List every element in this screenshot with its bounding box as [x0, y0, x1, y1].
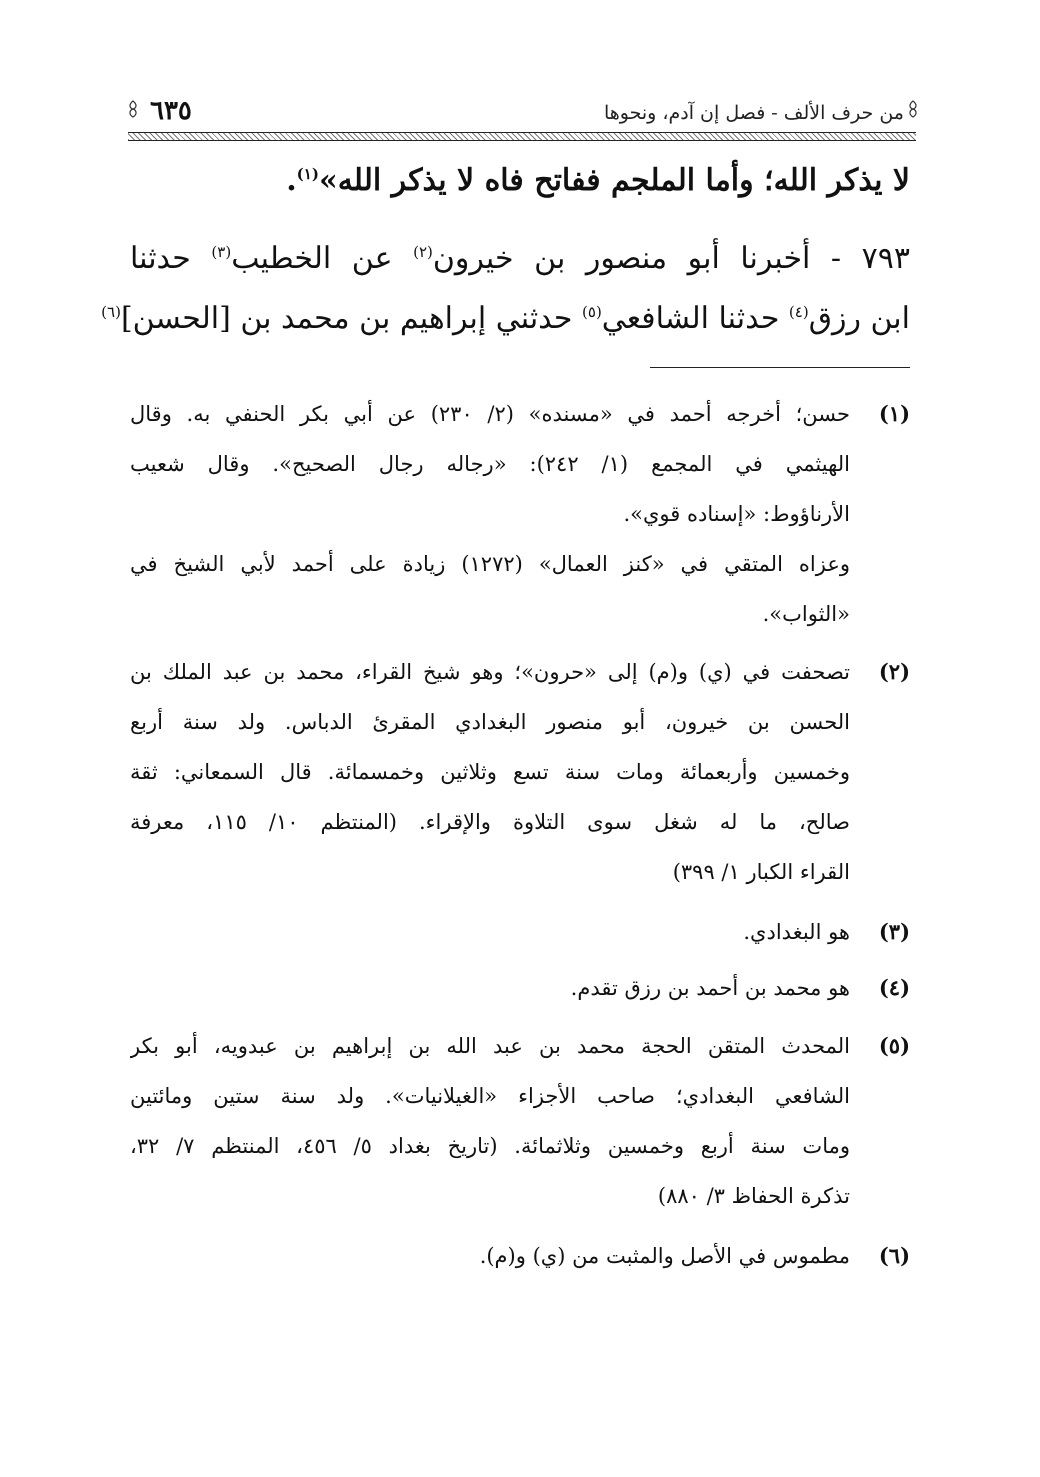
footnote-line: المحدث المتقن الحجة محمد بن عبد الله بن إبراهيم بن عبدويه، أبو بكر: [130, 1034, 850, 1058]
footnote-line: القراء الكبار ١/ ٣٩٩): [672, 860, 850, 884]
page-header: [128, 92, 916, 142]
footnote-number: (١): [878, 401, 910, 426]
main-text-run: .: [286, 163, 297, 198]
footnote-number: (٦): [878, 1243, 910, 1268]
running-title: من حرف الألف - فصل إن آدم، ونحوها: [603, 102, 904, 124]
footnote-ref: (٦): [101, 303, 121, 321]
footnote-ref: (١): [296, 165, 319, 183]
main-line: [130, 240, 910, 278]
ornament-icon: [124, 100, 142, 118]
footnote-line: وخمسين وأربعمائة ومات سنة تسع وثلاثين وخمسمائة. قال السمعاني: ثقة: [130, 760, 850, 784]
main-text-run: ٧٩٣ - أخبرنا أبو منصور بن خيرون: [432, 241, 910, 276]
main-text-run: ابن رزق: [808, 301, 910, 336]
footnote-ref: (٥): [582, 303, 602, 321]
main-text-run: لا يذكر الله؛ وأما الملجم ففاتح فاه لا يذكر الله»: [318, 163, 910, 198]
footnote-line: هو البغدادي.: [743, 920, 850, 944]
footnote-separator: [650, 367, 910, 368]
main-line: [101, 300, 910, 338]
footnote-line: تذكرة الحفاظ ٣/ ٨٨٠): [657, 1184, 850, 1208]
main-line: [286, 162, 910, 200]
footnote-ref: (٤): [788, 303, 809, 321]
footnote-line: «الثواب».: [762, 602, 850, 626]
footnote-line: مطموس في الأصل والمثبت من (ي) و(م).: [479, 1244, 850, 1268]
footnote-line: تصحفت في (ي) و(م) إلى «حرون»؛ وهو شيخ القراء، محمد بن عبد الملك بن: [130, 660, 850, 684]
main-text-run: حدثنا الشافعي: [601, 301, 789, 336]
footnote-line: هو محمد بن أحمد بن رزق تقدم.: [570, 976, 850, 1000]
footnote-number: (٥): [878, 1033, 910, 1058]
footnote-line: الشافعي البغدادي؛ صاحب الأجزاء «الغيلانيات». ولد سنة ستين ومائتين: [130, 1084, 850, 1108]
footnote-line: وعزاه المتقي في «كنز العمال» (١٢٧٢) زيادة على أحمد لأبي الشيخ في: [130, 552, 850, 576]
footnote-ref: (٣): [211, 243, 232, 261]
header-rule: [128, 132, 916, 141]
main-text-run: حدثنا: [130, 241, 212, 276]
footnote-ref: (٢): [413, 243, 433, 261]
footnote-line: الحسن بن خيرون، أبو منصور البغدادي المقرئ الدباس. ولد سنة أربع: [130, 710, 850, 734]
ornament-icon: [904, 100, 922, 118]
main-text-run: عن الخطيب: [231, 241, 414, 276]
footnote-line: الأرناؤوط: «إسناده قوي».: [623, 502, 850, 526]
footnote-line: حسن؛ أخرجه أحمد في «مسنده» (٢/ ٢٣٠) عن أبي بكر الحنفي به. وقال: [130, 402, 850, 426]
footnote-number: (٤): [878, 975, 910, 1000]
footnote-line: ومات سنة أربع وخمسين وثلاثمائة. (تاريخ بغداد ٥/ ٤٥٦، المنتظم ٧/ ٣٢،: [130, 1134, 850, 1158]
footnote-number: (٢): [878, 659, 910, 684]
footnote-line: صالح، ما له شغل سوى التلاوة والإقراء. (المنتظم ١٠/ ١١٥، معرفة: [130, 810, 850, 834]
main-text-run: حدثني إبراهيم بن محمد بن [الحسن]: [120, 301, 583, 336]
footnote-line: الهيثمي في المجمع (١/ ٢٤٢): «رجاله رجال الصحيح». وقال شعيب: [130, 452, 850, 476]
page-number: ٦٣٥: [150, 96, 192, 126]
footnote-number: (٣): [878, 919, 910, 944]
